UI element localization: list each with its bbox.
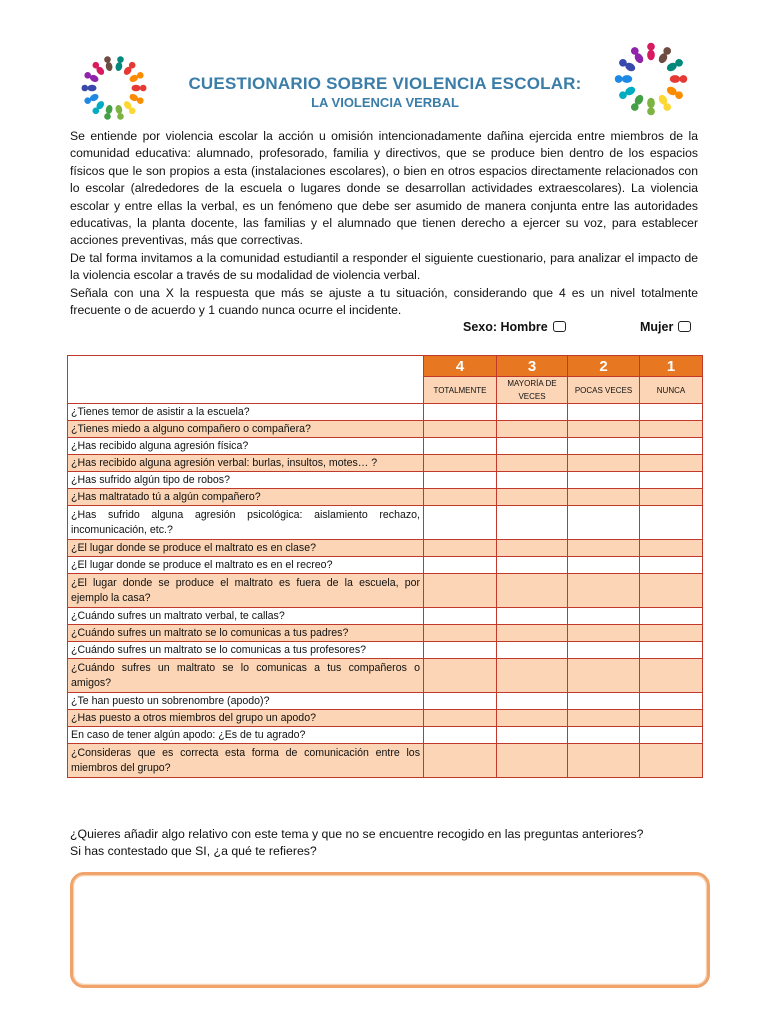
logo-figure-head xyxy=(117,56,124,63)
scale-number-1: 1 xyxy=(640,356,703,377)
answer-cell-3[interactable] xyxy=(497,421,568,438)
table-row xyxy=(68,506,703,540)
answer-cell-3[interactable] xyxy=(497,659,568,693)
answer-cell-2[interactable] xyxy=(568,642,640,659)
answer-cell-1[interactable] xyxy=(640,472,703,489)
answer-cell-1[interactable] xyxy=(640,574,703,608)
logo-figure-head xyxy=(663,47,671,55)
logo-figure-body xyxy=(105,104,113,114)
answer-cell-3[interactable] xyxy=(497,642,568,659)
answer-cell-3[interactable] xyxy=(497,404,568,421)
sexo-hombre-label: Sexo: Hombre xyxy=(463,320,548,334)
answer-cell-2[interactable] xyxy=(568,472,640,489)
answer-cell-3[interactable] xyxy=(497,438,568,455)
answer-cell-4[interactable] xyxy=(424,710,497,727)
sexo-hombre-option[interactable] xyxy=(463,320,566,334)
logo-figure-body xyxy=(647,50,655,61)
page-subtitle: LA VIOLENCIA VERBAL xyxy=(311,95,459,110)
logo-figure-head xyxy=(137,72,144,79)
answer-cell-3[interactable] xyxy=(497,710,568,727)
followup-line-1: ¿Quieres añadir algo relativo con este tema y que no se encuentre recogido en las preguntas anteriores? xyxy=(70,827,644,841)
table-row xyxy=(68,659,703,693)
answer-cell-4[interactable] xyxy=(424,659,497,693)
table-corner xyxy=(68,356,424,404)
followup-line-2: Si has contestado que SI, ¿a qué te refieres? xyxy=(70,844,317,858)
logo-figure-head xyxy=(92,62,99,69)
answer-cell-1[interactable] xyxy=(640,693,703,710)
right-logo-icon xyxy=(610,38,692,120)
answer-cell-2[interactable] xyxy=(568,421,640,438)
answer-cell-1[interactable] xyxy=(640,404,703,421)
logo-figure-head xyxy=(663,103,671,111)
hombre-checkbox[interactable] xyxy=(553,321,566,332)
answer-cell-1[interactable] xyxy=(640,489,703,506)
logo-figure-head xyxy=(84,72,91,79)
intro-text xyxy=(70,128,698,319)
logo-figure-head xyxy=(137,97,144,104)
table-row xyxy=(68,557,703,574)
sexo-mujer-label: Mujer xyxy=(640,320,674,334)
table-row xyxy=(68,608,703,625)
scale-number-4: 4 xyxy=(424,356,497,377)
question-text: ¿El lugar donde se produce el maltrato es en el recreo? xyxy=(68,557,424,574)
answer-cell-1[interactable] xyxy=(640,608,703,625)
answer-cell-1[interactable] xyxy=(640,727,703,744)
scale-number-2: 2 xyxy=(568,356,640,377)
page-title: CUESTIONARIO SOBRE VIOLENCIA ESCOLAR: xyxy=(188,74,582,93)
logo-figure-head xyxy=(129,108,136,115)
intro-paragraph-3: Señala con una X la respuesta que más se ajuste a tu situación, considerando que 4 es un nivel totalmente frecuente o de acuerdo y 1 cuando nunca ocurre el incidente. xyxy=(70,285,698,318)
table-row xyxy=(68,744,703,778)
answer-cell-4[interactable] xyxy=(424,574,497,608)
table-row xyxy=(68,404,703,421)
answer-cell-3[interactable] xyxy=(497,693,568,710)
question-text: ¿El lugar donde se produce el maltrato es en clase? xyxy=(68,540,424,557)
answer-cell-2[interactable] xyxy=(568,557,640,574)
answer-cell-2[interactable] xyxy=(568,693,640,710)
answer-cell-2[interactable] xyxy=(568,659,640,693)
followup-question xyxy=(70,826,644,860)
answer-cell-1[interactable] xyxy=(640,506,703,540)
logo-figure-body xyxy=(88,85,97,92)
table-row xyxy=(68,421,703,438)
answer-cell-4[interactable] xyxy=(424,642,497,659)
answer-cell-4[interactable] xyxy=(424,455,497,472)
answer-cell-2[interactable] xyxy=(568,710,640,727)
logo-figure-head xyxy=(140,85,147,92)
intro-paragraph-2: De tal forma invitamos a la comunidad estudiantil a responder el siguiente cuestionario, para analizar el impacto de la violencia escolar a través de su modalidad de violencia verbal. xyxy=(70,250,698,283)
answer-cell-4[interactable] xyxy=(424,693,497,710)
answer-cell-4[interactable] xyxy=(424,744,497,778)
question-text: ¿Has sufrido alguna agresión psicológica: aislamiento rechazo, incomunicación, etc.? xyxy=(68,506,424,540)
table-row xyxy=(68,472,703,489)
answer-cell-2[interactable] xyxy=(568,574,640,608)
answer-cell-4[interactable] xyxy=(424,404,497,421)
mujer-checkbox[interactable] xyxy=(678,321,691,332)
answer-cell-4[interactable] xyxy=(424,727,497,744)
answer-cell-2[interactable] xyxy=(568,744,640,778)
answer-cell-3[interactable] xyxy=(497,744,568,778)
logo-figure-head xyxy=(129,62,136,69)
answer-cell-4[interactable] xyxy=(424,472,497,489)
table-row xyxy=(68,455,703,472)
table-row xyxy=(68,727,703,744)
answer-cell-2[interactable] xyxy=(568,540,640,557)
answer-cell-3[interactable] xyxy=(497,625,568,642)
logo-figure-body xyxy=(105,61,113,71)
question-text: ¿Cuándo sufres un maltrato verbal, te callas? xyxy=(68,608,424,625)
logo-figure-head xyxy=(647,43,655,51)
answer-cell-3[interactable] xyxy=(497,472,568,489)
logo-figure-head xyxy=(104,113,111,120)
logo-figure-head xyxy=(675,91,683,99)
logo-figure-head xyxy=(675,59,683,67)
question-text: ¿Has maltratado tú a algún compañero? xyxy=(68,489,424,506)
table-row xyxy=(68,574,703,608)
logo-figure-head xyxy=(117,113,124,120)
table-row xyxy=(68,540,703,557)
scale-number-3: 3 xyxy=(497,356,568,377)
answer-cell-3[interactable] xyxy=(497,455,568,472)
table-row xyxy=(68,625,703,642)
answer-cell-4[interactable] xyxy=(424,438,497,455)
question-text: ¿Cuándo sufres un maltrato se lo comunicas a tus compañeros o amigos? xyxy=(68,659,424,693)
question-text: ¿El lugar donde se produce el maltrato es fuera de la escuela, por ejemplo la casa? xyxy=(68,574,424,608)
question-text: ¿Cuándo sufres un maltrato se lo comunicas a tus padres? xyxy=(68,625,424,642)
intro-paragraph-1: Se entiende por violencia escolar la acción u omisión intencionadamente dañina ejercida entre miembros de la comunidad educativa: alumnado, profesorado, familia y directivos, que se produce bien dentro de los espacios físicos que le son propios a esta (instalaciones escolares), o bien en otros espacios directamente relacionados con lo escolar (alrededores de la escuela o lugares donde se desarrollan actividades extraescolares). La violencia escolar y entre ellas la verbal, es un fenómeno que debe ser asumido de manera conjunta entre las autoridades educativas, la planta docente, las familias y el alumnado que tienen derecho a ejercer su voz, para establecer acciones preventivas, más que correctivas. xyxy=(70,129,698,248)
logo-figure-head xyxy=(631,47,639,55)
answer-cell-4[interactable] xyxy=(424,540,497,557)
logo-figure-body xyxy=(670,75,681,83)
answer-cell-2[interactable] xyxy=(568,455,640,472)
logo-figure-head xyxy=(631,103,639,111)
logo-figure-head xyxy=(647,108,655,116)
answer-cell-2[interactable] xyxy=(568,608,640,625)
answer-cell-3[interactable] xyxy=(497,557,568,574)
answer-cell-2[interactable] xyxy=(568,438,640,455)
answer-cell-3[interactable] xyxy=(497,608,568,625)
question-text: ¿Tienes miedo a alguno compañero o compañera? xyxy=(68,421,424,438)
logo-figure-body xyxy=(115,61,123,71)
answer-cell-4[interactable] xyxy=(424,421,497,438)
table-row xyxy=(68,693,703,710)
answer-cell-1[interactable] xyxy=(640,625,703,642)
questionnaire-table xyxy=(67,355,703,778)
table-row xyxy=(68,489,703,506)
answer-cell-1[interactable] xyxy=(640,421,703,438)
question-text: ¿Has recibido alguna agresión verbal: burlas, insultos, motes… ? xyxy=(68,455,424,472)
answer-cell-2[interactable] xyxy=(568,489,640,506)
table-row xyxy=(68,710,703,727)
logo-figure-head xyxy=(615,75,623,83)
answer-cell-4[interactable] xyxy=(424,506,497,540)
question-text: ¿Cuándo sufres un maltrato se lo comunicas a tus profesores? xyxy=(68,642,424,659)
scale-label-nunca: NUNCA xyxy=(640,377,703,404)
answer-cell-4[interactable] xyxy=(424,489,497,506)
logo-figure-body xyxy=(132,85,141,92)
logo-figure-head xyxy=(619,59,627,67)
logo-figure-body xyxy=(647,98,655,109)
answer-cell-3[interactable] xyxy=(497,489,568,506)
question-text: ¿Te han puesto un sobrenombre (apodo)? xyxy=(68,693,424,710)
table-row xyxy=(68,642,703,659)
answer-cell-3[interactable] xyxy=(497,574,568,608)
logo-figure-body xyxy=(115,104,123,114)
sexo-mujer-option[interactable] xyxy=(640,320,691,334)
answer-cell-4[interactable] xyxy=(424,557,497,574)
answer-textbox[interactable] xyxy=(70,872,710,988)
answer-cell-1[interactable] xyxy=(640,455,703,472)
question-text: ¿Has recibido alguna agresión física? xyxy=(68,438,424,455)
answer-cell-2[interactable] xyxy=(568,727,640,744)
scale-label-pocas: POCAS VECES xyxy=(568,377,640,404)
answer-cell-3[interactable] xyxy=(497,727,568,744)
answer-cell-1[interactable] xyxy=(640,438,703,455)
answer-cell-4[interactable] xyxy=(424,608,497,625)
answer-cell-2[interactable] xyxy=(568,404,640,421)
question-text: ¿Has puesto a otros miembros del grupo un apodo? xyxy=(68,710,424,727)
scale-label-mayoria: MAYORÍA DE VECES xyxy=(497,377,568,404)
question-text: ¿Consideras que es correcta esta forma de comunicación entre los miembros del grupo? xyxy=(68,744,424,778)
logo-figure-head xyxy=(680,75,688,83)
answer-cell-1[interactable] xyxy=(640,710,703,727)
question-text: ¿Tienes temor de asistir a la escuela? xyxy=(68,404,424,421)
answer-cell-2[interactable] xyxy=(568,625,640,642)
logo-figure-body xyxy=(622,75,633,83)
answer-cell-1[interactable] xyxy=(640,642,703,659)
answer-cell-3[interactable] xyxy=(497,506,568,540)
answer-cell-4[interactable] xyxy=(424,625,497,642)
logo-figure-head xyxy=(619,91,627,99)
scale-label-totalmente: TOTALMENTE xyxy=(424,377,497,404)
logo-figure-head xyxy=(104,56,111,63)
answer-cell-1[interactable] xyxy=(640,744,703,778)
answer-cell-2[interactable] xyxy=(568,506,640,540)
answer-cell-3[interactable] xyxy=(497,540,568,557)
question-text: En caso de tener algún apodo: ¿Es de tu agrado? xyxy=(68,727,424,744)
left-logo-icon xyxy=(72,46,156,130)
table-row xyxy=(68,438,703,455)
answer-cell-1[interactable] xyxy=(640,557,703,574)
logo-figure-head xyxy=(92,108,99,115)
answer-cell-1[interactable] xyxy=(640,659,703,693)
logo-figure-head xyxy=(82,85,89,92)
logo-figure-head xyxy=(84,97,91,104)
answer-cell-1[interactable] xyxy=(640,540,703,557)
question-text: ¿Has sufrido algún tipo de robos? xyxy=(68,472,424,489)
